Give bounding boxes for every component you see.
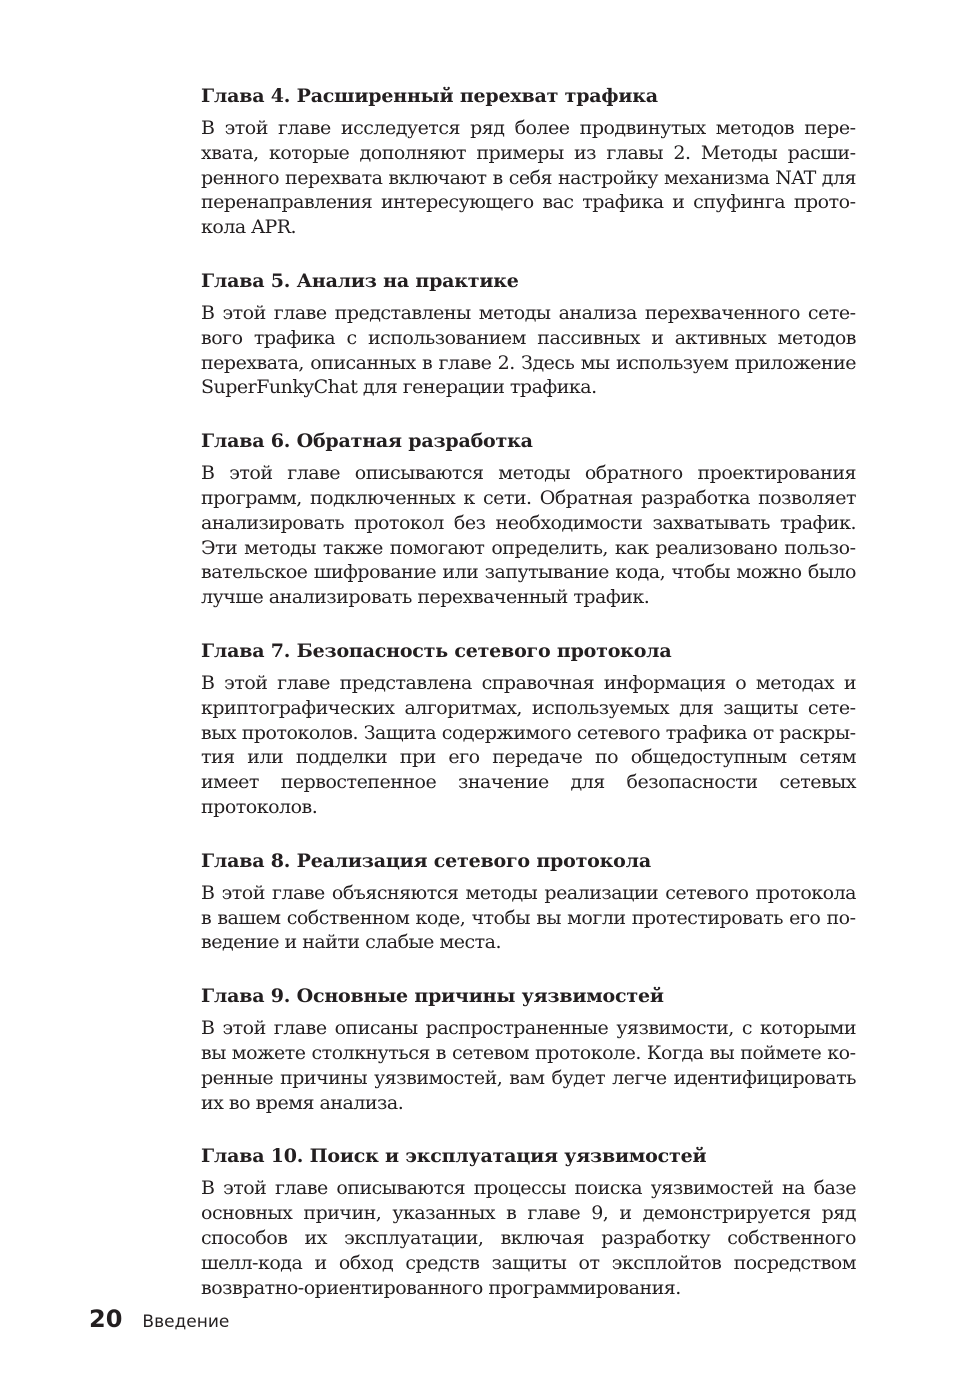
chapter-title: Глава 6. Обратная разработка [201,430,533,453]
chapter-title: Глава 7. Безопасность сетевого протокола [201,639,672,662]
chapter-section [201,639,856,820]
chapter-section [201,84,856,240]
chapter-section [201,269,856,400]
page-footer [89,1303,229,1335]
chapter-description: В этой главе представлена справочная информация о методах и криптографических алгоритмах, используемых для защиты сетевых протоколов. Защита содержимого сетевого трафика от раскрытия или подделки при его передаче по общедоступным сетям имеет первостепенное значение для безопасности сетевых протоколов. [201,671,856,818]
chapter-description: В этой главе объясняются методы реализации сетевого протокола в вашем собственном коде, чтобы вы могли протестировать его поведение и найти слабые места. [201,881,856,954]
page-number: 20 [89,1305,123,1333]
chapter-section [201,849,856,955]
chapter-description: В этой главе описываются процессы поиска уязвимостей на базе основных причин, указанных в главе 9, и демонстрируется ряд способов их эксплуатации, включая разработку собственного шелл-кода и обход средств защиты от эксплойтов посредством возвратно-ориентированного программирования. [201,1177,856,1299]
page-content [201,84,856,1329]
chapter-title: Глава 5. Анализ на практике [201,269,519,292]
chapter-description: В этой главе описаны распространенные уязвимости, с которыми вы можете столкнуться в сетевом протоколе. Когда вы поймете коренные причины уязвимостей, вам будет легче идентифицировать их во время анализа. [201,1017,856,1114]
chapter-description: В этой главе представлены методы анализа перехваченного сетевого трафика с использованием пассивных и активных методов перехвата, описанных в главе 2. Здесь мы используем приложение SuperFunkyChat для генерации трафика. [201,301,856,399]
chapter-title: Глава 4. Расширенный перехват трафика [201,85,658,107]
chapter-title: Глава 10. Поиск и эксплуатация уязвимостей [201,1145,707,1168]
chapter-section [201,429,856,610]
chapter-section [201,984,856,1115]
chapter-title: Глава 8. Реализация сетевого протокола [201,849,651,872]
chapter-description: В этой главе исследуется ряд более продвинутых методов перехвата, которые дополняют примеры из главы 2. Методы расширенного перехвата включают в себя настройку механизма NAT для перенаправления интересующего вас трафика и спуфинга протокола APR. [201,117,856,239]
chapter-section [201,1144,856,1300]
chapter-description: В этой главе описываются методы обратного проектирования программ, подключенных к сети. Обратная разработка позволяет анализировать протокол без необходимости захватывать трафик. Эти методы также помогают определить, как реализовано пользовательское шифрование или запутывание кода, чтобы можно было лучше анализировать перехваченный трафик. [201,462,856,609]
running-title: Введение [142,1312,230,1332]
chapter-title: Глава 9. Основные причины уязвимостей [201,985,664,1008]
